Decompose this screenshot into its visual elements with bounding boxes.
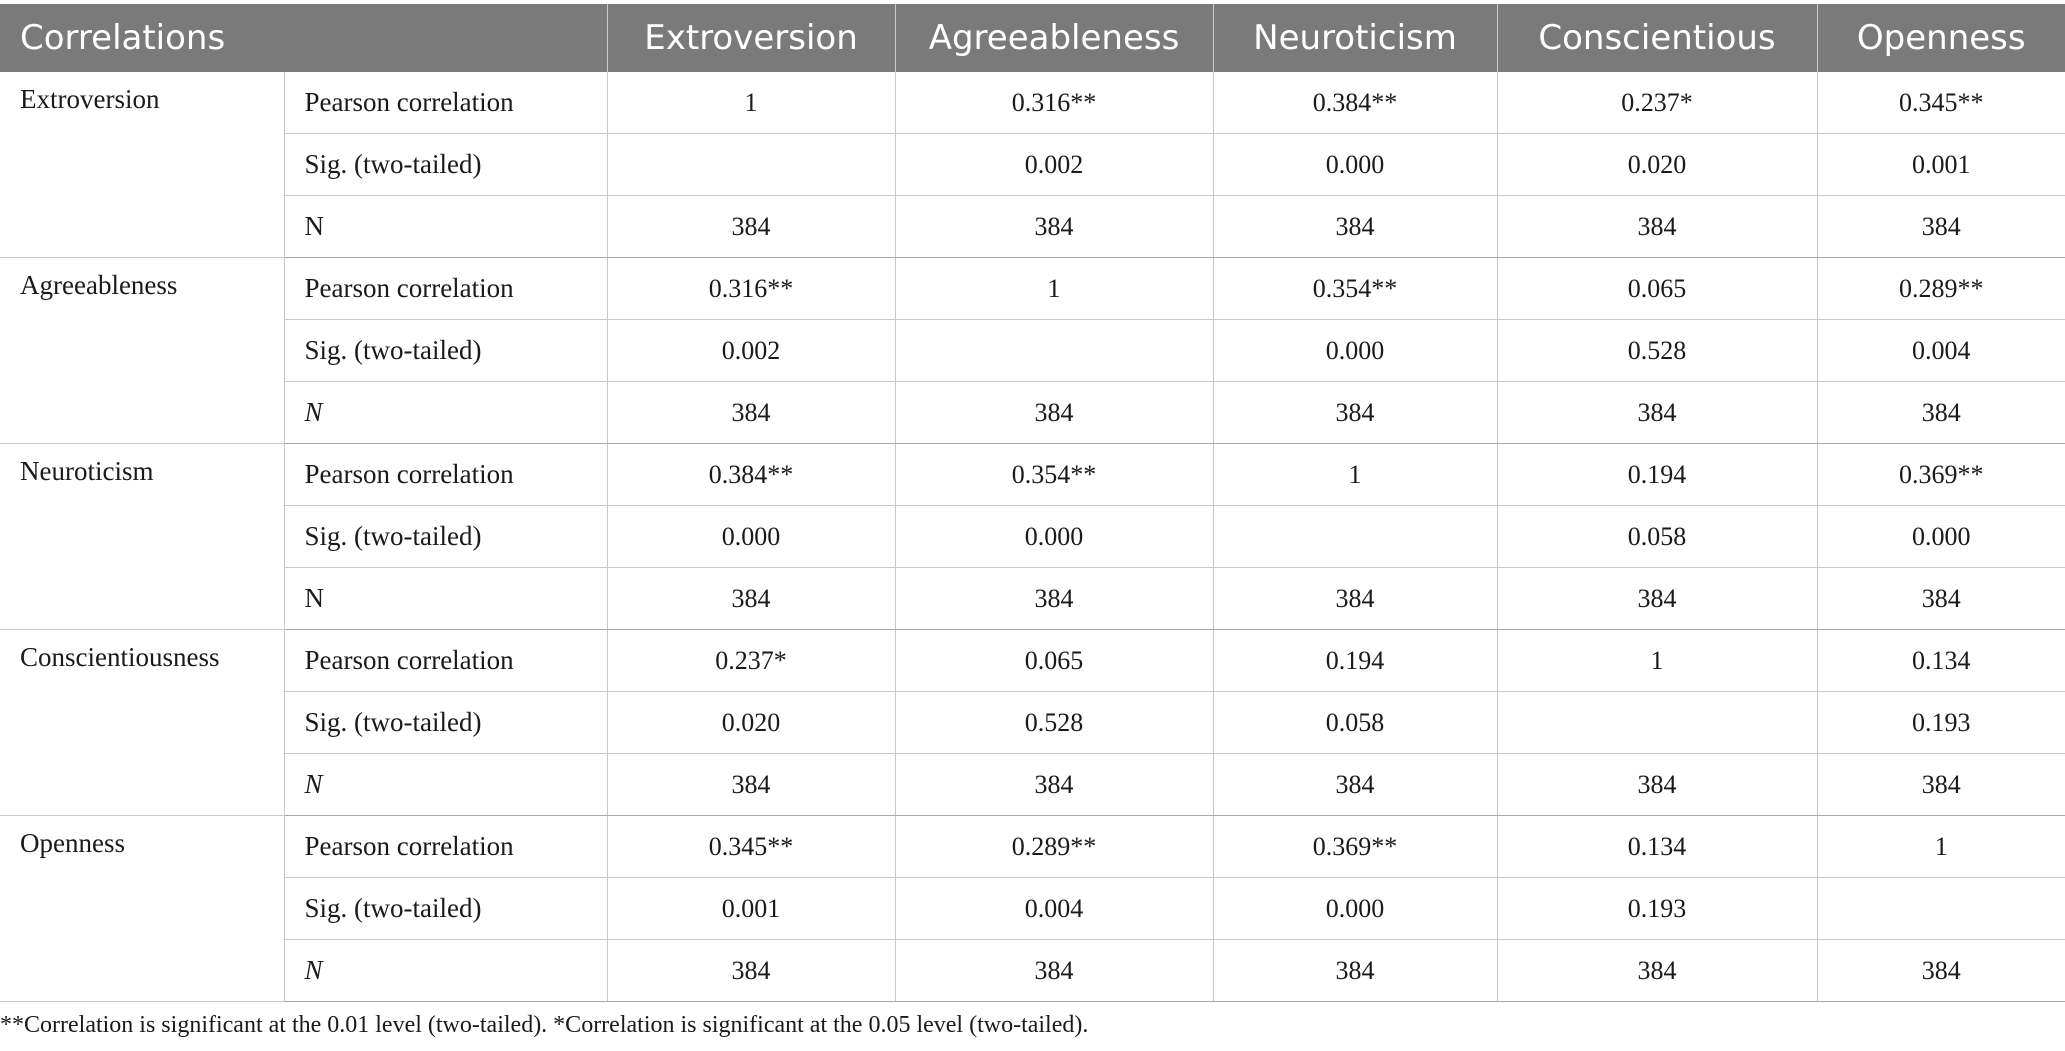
table-cell: 0.369**	[1817, 444, 2065, 506]
table-cell: 1	[607, 72, 895, 134]
table-row	[0, 134, 2065, 196]
row-statistic-label: Sig. (two-tailed)	[284, 878, 607, 940]
header-correlations: Correlations	[0, 4, 607, 72]
table-cell: 0.384**	[1213, 72, 1497, 134]
table-row	[0, 816, 2065, 878]
table-cell: 0.316**	[607, 258, 895, 320]
table-row	[0, 258, 2065, 320]
header-openness: Openness	[1817, 4, 2065, 72]
table-cell: 0.316**	[895, 72, 1213, 134]
table-cell	[895, 320, 1213, 382]
row-statistic-label: Pearson correlation	[284, 258, 607, 320]
table-row	[0, 630, 2065, 692]
row-statistic-label: N	[284, 568, 607, 630]
row-statistic-label: Sig. (two-tailed)	[284, 320, 607, 382]
table-cell: 0.237*	[1497, 72, 1817, 134]
table-cell: 384	[1817, 382, 2065, 444]
table-cell: 0.354**	[1213, 258, 1497, 320]
table-cell: 1	[895, 258, 1213, 320]
row-statistic-label: Pearson correlation	[284, 444, 607, 506]
table-cell: 384	[895, 568, 1213, 630]
table-cell: 0.345**	[1817, 72, 2065, 134]
table-cell: 384	[895, 382, 1213, 444]
table-cell: 384	[607, 940, 895, 1002]
table-cell: 0.000	[1213, 320, 1497, 382]
table-cell: 384	[1817, 196, 2065, 258]
table-header	[0, 4, 2065, 72]
table-cell: 384	[1497, 754, 1817, 816]
table-cell: 0.058	[1213, 692, 1497, 754]
table-row	[0, 940, 2065, 1002]
table-cell: 384	[1497, 940, 1817, 1002]
table-cell: 0.020	[607, 692, 895, 754]
header-agreeableness: Agreeableness	[895, 4, 1213, 72]
table-cell: 384	[1497, 568, 1817, 630]
table-cell: 0.528	[1497, 320, 1817, 382]
table-row	[0, 506, 2065, 568]
table-cell: 384	[1817, 940, 2065, 1002]
table-row	[0, 382, 2065, 444]
table-cell: 0.237*	[607, 630, 895, 692]
table-cell: 1	[1817, 816, 2065, 878]
table-cell: 0.194	[1497, 444, 1817, 506]
table-cell: 0.020	[1497, 134, 1817, 196]
table-row	[0, 754, 2065, 816]
header-neuroticism: Neuroticism	[1213, 4, 1497, 72]
row-variable-label: Openness	[0, 816, 284, 1002]
table-cell: 0.004	[895, 878, 1213, 940]
table-cell: 0.289**	[895, 816, 1213, 878]
table-cell: 384	[895, 940, 1213, 1002]
table-cell: 0.065	[895, 630, 1213, 692]
row-statistic-label: N	[284, 754, 607, 816]
table-row	[0, 444, 2065, 506]
table-cell: 0.000	[895, 506, 1213, 568]
table-cell: 0.000	[607, 506, 895, 568]
table-cell: 384	[1817, 754, 2065, 816]
table-cell: 0.058	[1497, 506, 1817, 568]
table-cell: 384	[1497, 382, 1817, 444]
header-row	[0, 4, 2065, 72]
row-statistic-label: N	[284, 196, 607, 258]
table-cell: 0.001	[607, 878, 895, 940]
row-statistic-label: Pearson correlation	[284, 816, 607, 878]
row-statistic-label: Sig. (two-tailed)	[284, 506, 607, 568]
table-cell: 0.001	[1817, 134, 2065, 196]
row-variable-label: Neuroticism	[0, 444, 284, 630]
row-statistic-label: N	[284, 940, 607, 1002]
table-cell	[1497, 692, 1817, 754]
table-footnote: **Correlation is significant at the 0.01 level (two-tailed). *Correlation is significant at the 0.05 level (two-tailed).	[0, 1012, 1089, 1038]
table-cell: 1	[1497, 630, 1817, 692]
table-cell: 0.345**	[607, 816, 895, 878]
table-cell: 0.193	[1817, 692, 2065, 754]
header-extroversion: Extroversion	[607, 4, 895, 72]
table-cell: 0.289**	[1817, 258, 2065, 320]
table-cell	[1817, 878, 2065, 940]
table-row	[0, 692, 2065, 754]
row-statistic-label: Sig. (two-tailed)	[284, 692, 607, 754]
table-row	[0, 878, 2065, 940]
table-cell: 384	[607, 196, 895, 258]
table-cell: 1	[1213, 444, 1497, 506]
table-cell: 384	[607, 754, 895, 816]
table-cell: 384	[1817, 568, 2065, 630]
table-cell: 0.354**	[895, 444, 1213, 506]
row-statistic-label: Sig. (two-tailed)	[284, 134, 607, 196]
table-cell: 0.528	[895, 692, 1213, 754]
table-cell: 0.000	[1817, 506, 2065, 568]
header-conscientious: Conscientious	[1497, 4, 1817, 72]
table-cell: 384	[1213, 382, 1497, 444]
table-body	[0, 72, 2065, 1002]
table-cell: 384	[895, 754, 1213, 816]
table-cell: 384	[1213, 940, 1497, 1002]
table-cell: 0.193	[1497, 878, 1817, 940]
table-cell	[1213, 506, 1497, 568]
table-cell: 0.134	[1497, 816, 1817, 878]
table-cell: 0.002	[895, 134, 1213, 196]
row-variable-label: Conscientiousness	[0, 630, 284, 816]
row-variable-label: Agreeableness	[0, 258, 284, 444]
table-cell: 0.065	[1497, 258, 1817, 320]
table-row	[0, 568, 2065, 630]
table-cell: 384	[1213, 196, 1497, 258]
table-row	[0, 320, 2065, 382]
table-row	[0, 72, 2065, 134]
table-cell: 0.134	[1817, 630, 2065, 692]
table-cell: 0.384**	[607, 444, 895, 506]
row-statistic-label: Pearson correlation	[284, 72, 607, 134]
table-cell: 384	[1213, 568, 1497, 630]
row-statistic-label: N	[284, 382, 607, 444]
table-row	[0, 196, 2065, 258]
table-cell: 384	[607, 382, 895, 444]
table-cell: 0.004	[1817, 320, 2065, 382]
row-statistic-label: Pearson correlation	[284, 630, 607, 692]
row-variable-label: Extroversion	[0, 72, 284, 258]
table-cell: 0.194	[1213, 630, 1497, 692]
table-cell: 0.000	[1213, 134, 1497, 196]
table-cell: 384	[895, 196, 1213, 258]
table-cell: 384	[1213, 754, 1497, 816]
table-cell	[607, 134, 895, 196]
table-cell: 0.002	[607, 320, 895, 382]
table-cell: 384	[607, 568, 895, 630]
correlations-table	[0, 4, 2065, 1002]
table-cell: 0.000	[1213, 878, 1497, 940]
table-cell: 384	[1497, 196, 1817, 258]
table-cell: 0.369**	[1213, 816, 1497, 878]
